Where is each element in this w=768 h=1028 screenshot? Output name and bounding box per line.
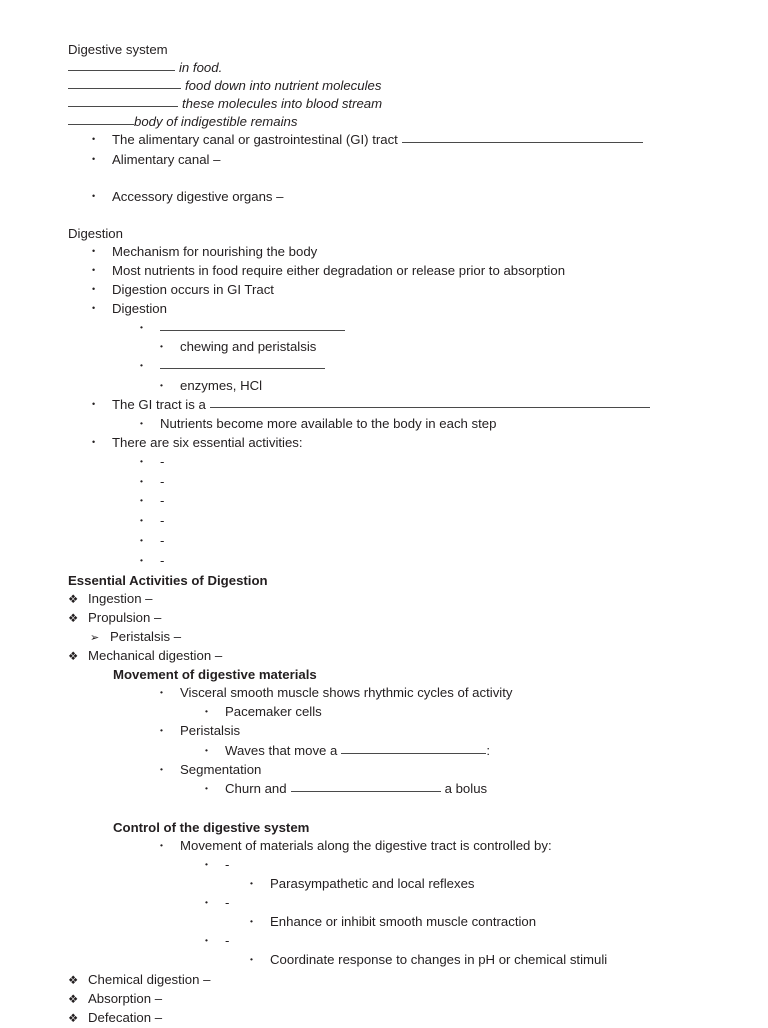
bullet-dot-icon [92, 131, 112, 150]
list-item-label: There are six essential activities: [112, 434, 303, 450]
list-item [0, 609, 768, 628]
fill-text-4: body of indigestible remains [134, 114, 298, 130]
list-item-label: Ingestion – [88, 590, 153, 606]
list-item [0, 703, 768, 722]
bullet-dot-icon [140, 532, 160, 552]
list-item [0, 684, 768, 703]
fill-in-line-1 [0, 59, 768, 77]
list-item [0, 722, 768, 741]
bullet-dot-icon [160, 338, 180, 357]
fill-in-line-2 [0, 77, 768, 95]
bullet-dot-icon [205, 742, 225, 761]
list-item [0, 761, 768, 780]
control-slot [0, 894, 768, 913]
spacer [0, 799, 768, 819]
activity-slot [0, 473, 768, 493]
list-item [0, 338, 768, 357]
fill-in-line-3 [0, 95, 768, 113]
subheading-movement [0, 666, 768, 684]
bullet-dot-icon [160, 761, 180, 780]
activity-slot [0, 453, 768, 473]
list-item [0, 647, 768, 666]
section-heading-text: Digestion [68, 225, 123, 241]
list-item [0, 262, 768, 281]
waves-blank[interactable] [341, 741, 486, 754]
list-item-label: Enhance or inhibit smooth muscle contraction [270, 914, 537, 930]
list-item-label: Segmentation [180, 761, 262, 777]
control-dash[interactable]: - [225, 933, 230, 949]
activity-dash[interactable]: - [160, 533, 165, 549]
list-item-label: chewing and peristalsis [180, 339, 317, 355]
diamond-bullet-icon [68, 647, 88, 666]
list-item [0, 780, 768, 799]
diamond-bullet-icon [68, 609, 88, 628]
list-item-label: Coordinate response to changes in pH or chemical stimuli [270, 952, 608, 968]
list-item-blank [0, 319, 768, 338]
bullet-dot-icon [205, 780, 225, 799]
activity-dash[interactable]: - [160, 552, 165, 568]
list-item-label: The GI tract is a [112, 396, 206, 412]
page-title [0, 41, 768, 59]
section-heading-digestion [0, 225, 768, 243]
control-slot [0, 932, 768, 951]
bullet-dot-icon [92, 281, 112, 300]
spacer [0, 170, 768, 188]
bullet-dot-icon [140, 319, 160, 338]
bullet-dot-icon [140, 552, 160, 572]
list-item-label: Propulsion – [88, 609, 162, 625]
activity-slot [0, 512, 768, 532]
digestion-type-blank-1[interactable] [160, 318, 345, 331]
list-item-label: Waves that move a [225, 742, 338, 758]
activity-slot [0, 552, 768, 572]
list-item [0, 951, 768, 970]
list-item [0, 971, 768, 990]
fill-blank-2[interactable] [68, 76, 181, 89]
bullet-dot-icon [160, 722, 180, 741]
bullet-dot-icon [160, 684, 180, 703]
list-item-label: Pacemaker cells [225, 704, 322, 720]
section-heading-essential-activities [0, 572, 768, 590]
list-item-label: Churn and [225, 780, 287, 796]
list-item [0, 396, 768, 415]
fill-text-2: food down into nutrient molecules [185, 78, 382, 94]
control-dash[interactable]: - [225, 895, 230, 911]
bullet-dot-icon [92, 151, 112, 170]
list-item [0, 837, 768, 856]
fill-blank-3[interactable] [68, 94, 178, 107]
activity-dash[interactable]: - [160, 453, 165, 469]
bullet-dot-icon [140, 492, 160, 512]
bullet-dot-icon [92, 396, 112, 415]
list-item [0, 300, 768, 319]
fill-blank-1[interactable] [68, 58, 175, 71]
list-item [0, 590, 768, 609]
list-item-label: Most nutrients in food require either degradation or release prior to absorption [112, 262, 566, 278]
churn-suffix: a bolus [444, 780, 488, 796]
bullet-dot-icon [160, 837, 180, 856]
diamond-bullet-icon [68, 1009, 88, 1028]
list-item-label: Movement of materials along the digestive tract is controlled by: [180, 837, 552, 853]
fill-text-1: in food. [179, 60, 223, 76]
bullet-dot-icon [205, 703, 225, 722]
bullet-dot-icon [205, 894, 225, 913]
list-item [0, 131, 768, 150]
list-item-label: The alimentary canal or gastrointestinal (GI) tract [112, 132, 398, 148]
list-item-label: Peristalsis – [110, 628, 182, 644]
bullet-dot-icon [92, 300, 112, 319]
digestion-type-blank-2[interactable] [160, 356, 325, 369]
bullet-dot-icon [92, 434, 112, 453]
diamond-bullet-icon [68, 990, 88, 1009]
list-item-label: Defecation – [88, 1009, 163, 1025]
bullet-dot-icon [250, 951, 270, 970]
bullet-dot-icon [140, 512, 160, 532]
arrow-bullet-icon [90, 628, 110, 647]
list-item [0, 913, 768, 932]
list-item [0, 243, 768, 262]
fill-blank-4[interactable] [68, 112, 134, 125]
fill-in-line-4 [0, 113, 768, 131]
list-item-label: Nutrients become more available to the body in each step [160, 415, 497, 431]
list-item [0, 415, 768, 434]
bullet-dot-icon [250, 913, 270, 932]
activity-slot [0, 492, 768, 512]
bullet-dot-icon [205, 932, 225, 951]
list-item-label: Digestion occurs in GI Tract [112, 282, 274, 298]
subheading-text: Movement of digestive materials [113, 667, 317, 683]
diamond-bullet-icon [68, 590, 88, 609]
list-item-label: Digestion [112, 301, 167, 317]
activity-dash[interactable]: - [160, 493, 165, 509]
list-item [0, 1009, 768, 1028]
subheading-text: Control of the digestive system [113, 819, 310, 835]
list-item [0, 281, 768, 300]
gi-tract-blank[interactable] [402, 130, 643, 143]
list-item [0, 628, 768, 647]
control-dash[interactable]: - [225, 856, 230, 872]
list-item-label: enzymes, HCl [180, 377, 263, 393]
churn-blank[interactable] [291, 779, 441, 792]
section-heading-text: Essential Activities of Digestion [68, 572, 268, 588]
list-item-label: Absorption – [88, 990, 163, 1006]
list-item-label: Accessory digestive organs – [112, 188, 284, 204]
page-title-text: Digestive system [68, 42, 168, 57]
bullet-dot-icon [160, 377, 180, 396]
bullet-dot-icon [205, 856, 225, 875]
waves-suffix: : [486, 742, 491, 758]
list-item-label: Mechanism for nourishing the body [112, 243, 318, 259]
list-item [0, 434, 768, 453]
bullet-dot-icon [140, 357, 160, 376]
list-item [0, 151, 768, 170]
list-item-label: Peristalsis [180, 723, 241, 739]
spacer [0, 207, 768, 225]
activity-dash[interactable]: - [160, 513, 165, 529]
list-item-label: Alimentary canal – [112, 151, 221, 167]
list-item-label: Visceral smooth muscle shows rhythmic cycles of activity [180, 685, 513, 701]
list-item [0, 990, 768, 1009]
bullet-dot-icon [140, 473, 160, 493]
diamond-bullet-icon [68, 971, 88, 990]
fill-text-3: these molecules into blood stream [182, 96, 383, 112]
bullet-dot-icon [92, 188, 112, 207]
gi-tract-is-a-blank[interactable] [210, 395, 650, 408]
document-body [0, 41, 768, 1028]
list-item-label: Parasympathetic and local reflexes [270, 876, 475, 892]
control-slot [0, 856, 768, 875]
list-item [0, 377, 768, 396]
bullet-dot-icon [140, 453, 160, 473]
bullet-dot-icon [250, 875, 270, 894]
list-item [0, 875, 768, 894]
bullet-dot-icon [92, 243, 112, 262]
list-item-label: Chemical digestion – [88, 971, 211, 987]
list-item-blank [0, 357, 768, 376]
subheading-control [0, 819, 768, 837]
list-item [0, 188, 768, 207]
activity-slot [0, 532, 768, 552]
bullet-dot-icon [140, 415, 160, 434]
list-item [0, 742, 768, 761]
bullet-dot-icon [92, 262, 112, 281]
activity-dash[interactable]: - [160, 473, 165, 489]
list-item-label: Mechanical digestion – [88, 648, 223, 664]
